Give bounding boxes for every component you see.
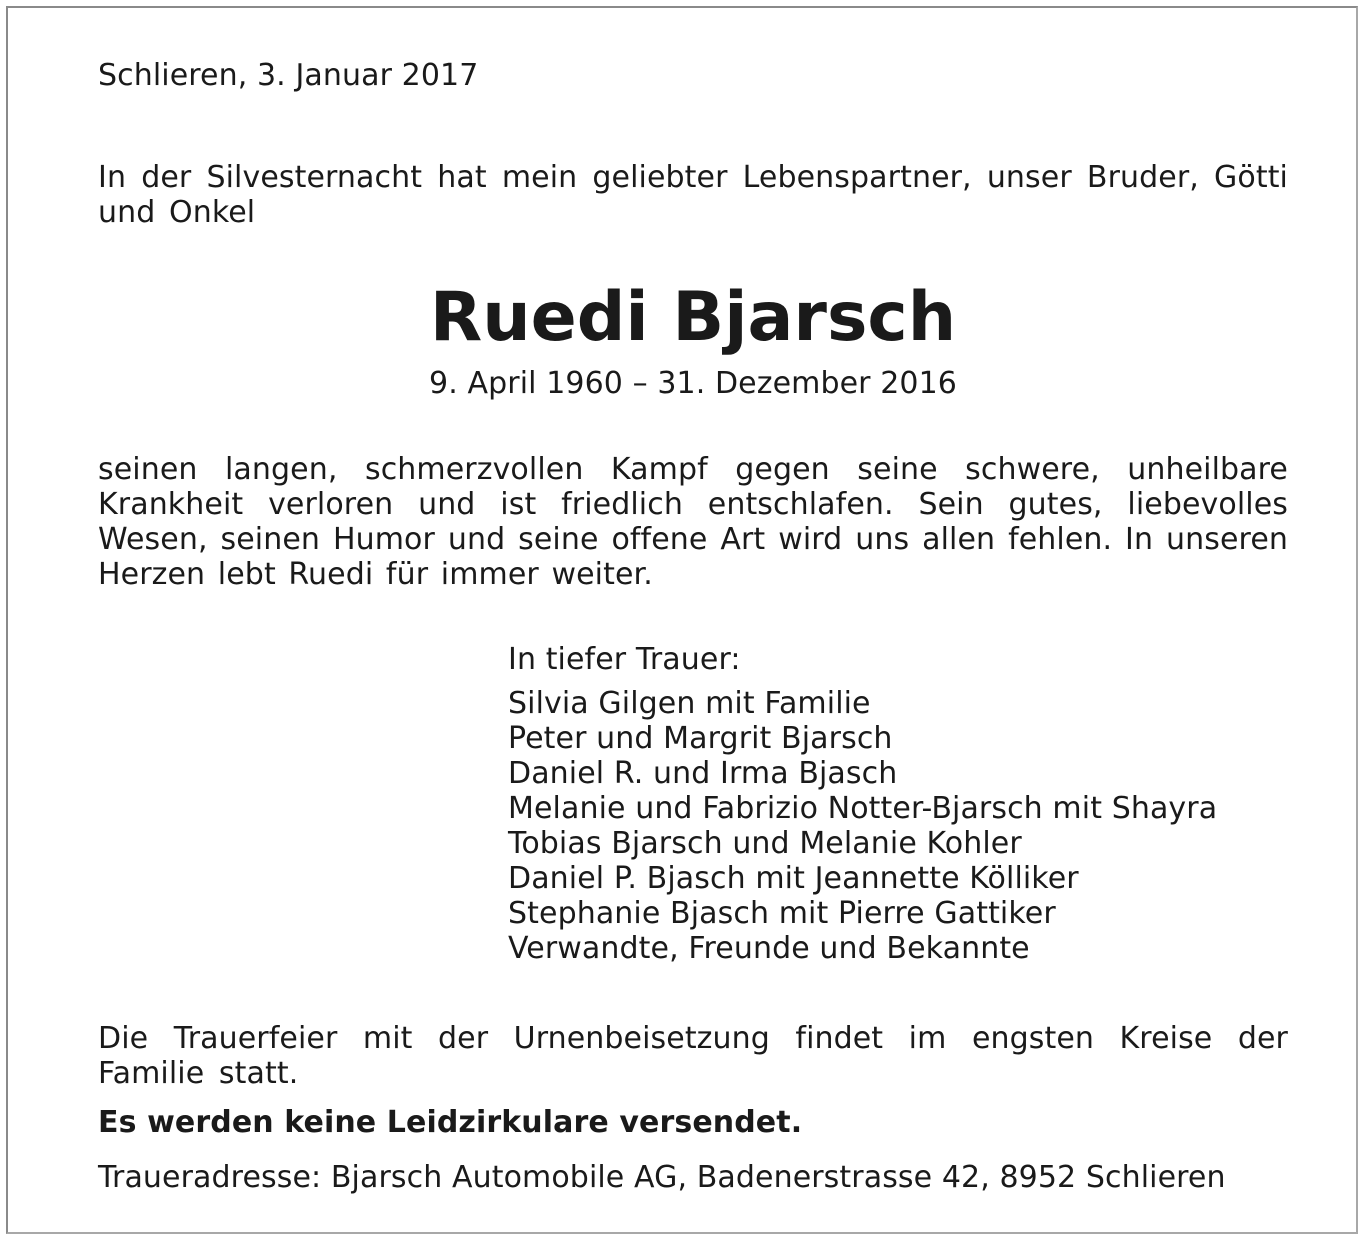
mourner-name: Daniel R. und Irma Bjasch bbox=[508, 756, 898, 791]
ceremony-text: Die Trauerfeier mit der Urnenbeisetzung findet im engsten Kreise der Familie statt. bbox=[98, 1021, 1288, 1091]
circular-notice: Es werden keine Leidzirkulare versendet. bbox=[98, 1105, 803, 1140]
place-date: Schlieren, 3. Januar 2017 bbox=[98, 58, 479, 93]
mourner-name: Melanie und Fabrizio Notter-Bjarsch mit Shayra bbox=[508, 791, 1218, 826]
intro-text: In der Silvesternacht hat mein geliebter Lebenspartner, unser Bruder, Götti und Onkel bbox=[98, 160, 1288, 230]
mourner-name: Tobias Bjarsch und Melanie Kohler bbox=[508, 826, 1022, 861]
deceased-name: Ruedi Bjarsch bbox=[429, 278, 957, 357]
mourner-name: Stephanie Bjasch mit Pierre Gattiker bbox=[508, 896, 1056, 931]
mourner-name: Daniel P. Bjasch mit Jeannette Kölliker bbox=[508, 861, 1079, 896]
mourner-name: Silvia Gilgen mit Familie bbox=[508, 686, 871, 721]
obituary-frame bbox=[6, 6, 1358, 1234]
mourners-heading: In tiefer Trauer: bbox=[508, 642, 741, 677]
body-text: seinen langen, schmerzvollen Kampf gegen seine schwere, unheilbare Krankheit verloren und ist friedlich entschlafen. Sein gutes, liebevolles Wesen, seinen Humor und seine offene Art wird uns allen fehlen. In unseren Herzen lebt Ruedi für immer weiter. bbox=[98, 452, 1288, 592]
mourning-address: Traueradresse: Bjarsch Automobile AG, Badenerstrasse 42, 8952 Schlieren bbox=[98, 1160, 1226, 1195]
life-dates: 9. April 1960 – 31. Dezember 2016 bbox=[429, 366, 957, 401]
mourners-list bbox=[508, 686, 1288, 966]
mourner-name: Verwandte, Freunde und Bekannte bbox=[508, 931, 1030, 966]
mourners-block bbox=[508, 642, 1288, 966]
mourner-name: Peter und Margrit Bjarsch bbox=[508, 721, 893, 756]
